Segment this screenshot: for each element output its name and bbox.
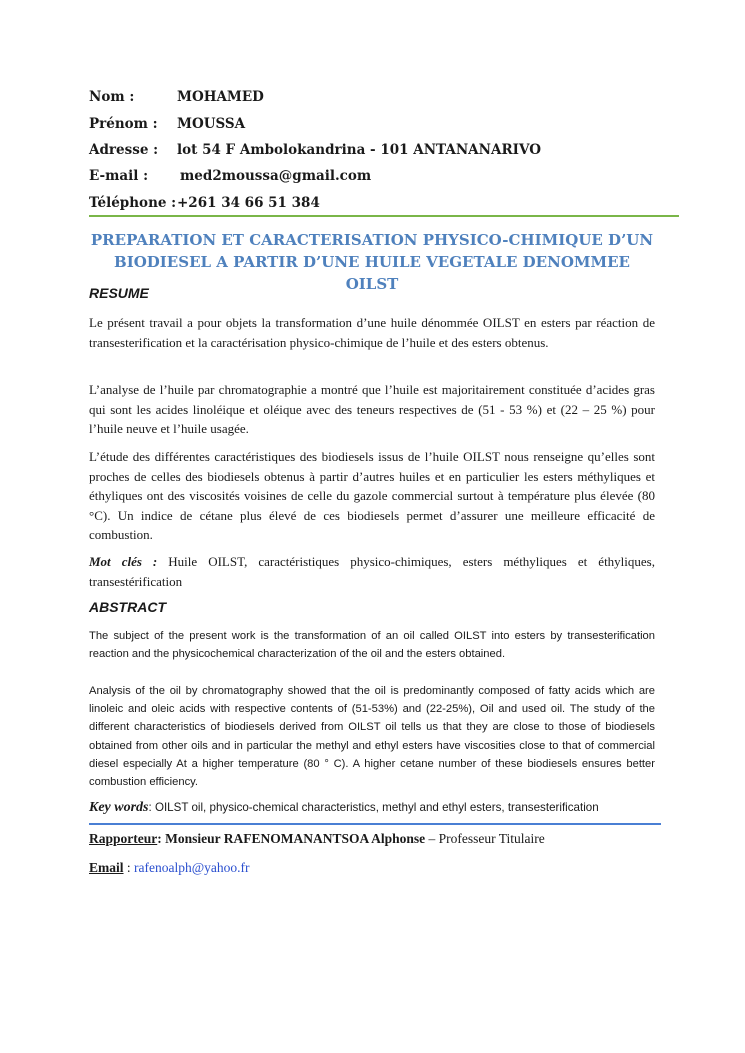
- abstract-paragraph-2: Analysis of the oil by chromatography showed that the oil is predominantly composed of fatty acids which are linoleic and oleic acids with respective contents of (51-53%) and (22-25%), Oil and used oil. The study of the different characteristics of biodiesels derived from OILST oil tells us that they are close to those of biodiesels obtained from other oils and in particular the methyl and ethyl esters have viscosities close to that of commercial diesel especially At a higher temperature (80 ° C). A higher cetane number of these biodiesels ensures better combustion efficiency.: [89, 685, 655, 789]
- telephone-row: [89, 195, 320, 211]
- mot-cles-text: Huile OILST, caractéristiques physico-chimiques, esters méthyliques et éthyliques, transestérification: [89, 554, 655, 589]
- resume-paragraph-1: Le présent travail a pour objets la transformation d’une huile dénommée OILST en esters par réaction de transesterification et la caractérisation physico-chimique de l’huile et des esters obtenus.: [89, 315, 655, 350]
- resume-paragraph-2: L’analyse de l’huile par chromatographie a montré que l’huile est majoritairement constituée d’acides gras qui sont les acides linoléique et oléique avec des teneurs respectives de (51 - 53 %) et (22 – 25 %) pour l’huile neuve et l’huile usagée.: [89, 382, 655, 436]
- adresse-label: Adresse :: [89, 142, 159, 158]
- rapporteur-line: [89, 831, 545, 847]
- email-value: med2moussa@gmail.com: [180, 168, 372, 184]
- resume-paragraph-3: L’étude des différentes caractéristiques des biodiesels issus de l’huile OILST nous renseigne qu’elles sont proches de celles des biodiesels obtenus à partir d’autres huiles et en particulier les esters méthyliques et éthyliques ont des viscosités voisines de celle du gazole commercial surtout à température plus élevée (80 °C). Un indice de cétane plus élevé de ces biodiesels permet d’assurer une meilleure efficacité de combustion.: [89, 449, 655, 542]
- nom-label: Nom :: [89, 89, 135, 105]
- telephone-label: Téléphone :: [89, 195, 177, 211]
- mot-cles-label: Mot clés :: [89, 554, 158, 569]
- footer-email-link[interactable]: rafenoalph@yahoo.fr: [134, 860, 250, 875]
- rapporteur-title: – Professeur Titulaire: [425, 831, 545, 846]
- title-line-1: PREPARATION ET CARACTERISATION PHYSICO-CHIMIQUE D’UN: [90, 231, 654, 249]
- footer-email-line: [89, 860, 250, 876]
- blue-divider: [89, 823, 661, 825]
- telephone-value: +261 34 66 51 384: [177, 195, 320, 211]
- nom-value: MOHAMED: [177, 89, 264, 105]
- nom-row: [89, 89, 264, 105]
- adresse-row: [89, 142, 541, 158]
- green-divider: [89, 215, 679, 217]
- footer-email-label: Email: [89, 860, 124, 875]
- abstract-heading: ABSTRACT: [89, 599, 166, 615]
- resume-heading: RESUME: [89, 285, 149, 301]
- prenom-label: Prénom :: [89, 116, 158, 132]
- keywords-line: [89, 800, 669, 816]
- mot-cles-paragraph: [89, 552, 655, 591]
- title-line-2: BIODIESEL A PARTIR D’UNE HUILE VEGETALE DENOMMEE OILST: [114, 253, 630, 293]
- email-label: E-mail :: [89, 168, 149, 184]
- footer-email-separator: :: [123, 860, 135, 875]
- keywords-text: : OILST oil, physico-chemical characteristics, methyl and ethyl esters, transesterification: [148, 801, 599, 814]
- email-row: [89, 168, 371, 184]
- abstract-paragraph-1: The subject of the present work is the transformation of an oil called OILST into esters by transesterification reaction and the physicochemical characterization of the oil and the esters obtained.: [89, 630, 655, 661]
- keywords-label: Key words: [89, 800, 149, 815]
- adresse-value: lot 54 F Ambolokandrina - 101 ANTANANARIVO: [177, 142, 541, 158]
- prenom-row: [89, 116, 245, 132]
- page-title: [89, 229, 655, 295]
- prenom-value: MOUSSA: [177, 116, 246, 132]
- rapporteur-label: Rapporteur: [89, 831, 158, 846]
- rapporteur-name: : Monsieur RAFENOMANANTSOA Alphonse: [157, 831, 426, 846]
